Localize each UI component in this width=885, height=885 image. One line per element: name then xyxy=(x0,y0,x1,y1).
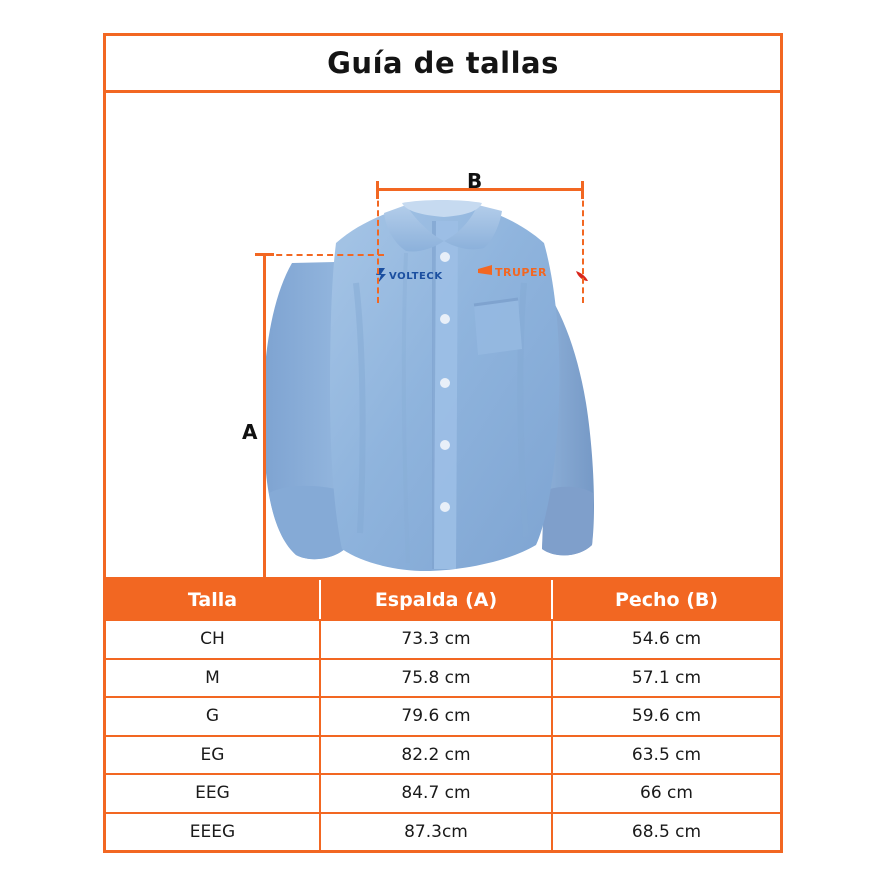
chest-guide-left xyxy=(377,191,379,303)
table-header-row xyxy=(106,580,780,621)
cell-pecho: 66 cm xyxy=(640,783,693,804)
table-row xyxy=(106,737,780,776)
cell-espalda: 87.3cm xyxy=(321,814,553,851)
cell-espalda: 82.2 cm xyxy=(321,737,553,774)
cell-pecho: 63.5 cm xyxy=(631,744,702,765)
chest-guide-right xyxy=(582,191,584,303)
svg-text:VOLTECK: VOLTECK xyxy=(389,271,443,282)
svg-text:TRUPER: TRUPER xyxy=(495,266,547,279)
back-guide-top xyxy=(266,254,384,256)
cell-talla: M xyxy=(106,660,321,697)
table-row xyxy=(106,660,780,699)
cell-talla: CH xyxy=(106,621,321,658)
cell-talla: EEEG xyxy=(106,814,321,851)
size-guide-card xyxy=(103,33,783,853)
title-bar xyxy=(106,36,780,93)
column-header-pecho: Pecho (B) xyxy=(614,588,719,611)
table-row xyxy=(106,814,780,851)
cell-pecho: 59.6 cm xyxy=(631,706,702,727)
size-table xyxy=(106,580,780,850)
back-dimension-label: A xyxy=(242,420,258,444)
page-title: Guía de tallas xyxy=(327,46,559,80)
cell-talla: EG xyxy=(106,737,321,774)
table-row xyxy=(106,621,780,660)
cell-espalda: 79.6 cm xyxy=(321,698,553,735)
shirt-illustration xyxy=(106,93,780,580)
cell-espalda: 75.8 cm xyxy=(321,660,553,697)
table-row xyxy=(106,775,780,814)
table-row xyxy=(106,698,780,737)
cell-espalda: 84.7 cm xyxy=(321,775,553,812)
cell-espalda: 73.3 cm xyxy=(321,621,553,658)
cell-talla: EEG xyxy=(106,775,321,812)
back-measure-line xyxy=(263,253,266,580)
cell-talla: G xyxy=(106,698,321,735)
column-header-espalda: Espalda (A) xyxy=(321,580,553,619)
figure-area xyxy=(106,93,780,580)
chest-dimension-label: B xyxy=(467,169,483,193)
column-header-talla: Talla xyxy=(106,580,321,619)
cell-pecho: 54.6 cm xyxy=(631,629,702,650)
cell-pecho: 68.5 cm xyxy=(631,821,702,842)
cell-pecho: 57.1 cm xyxy=(631,667,702,688)
